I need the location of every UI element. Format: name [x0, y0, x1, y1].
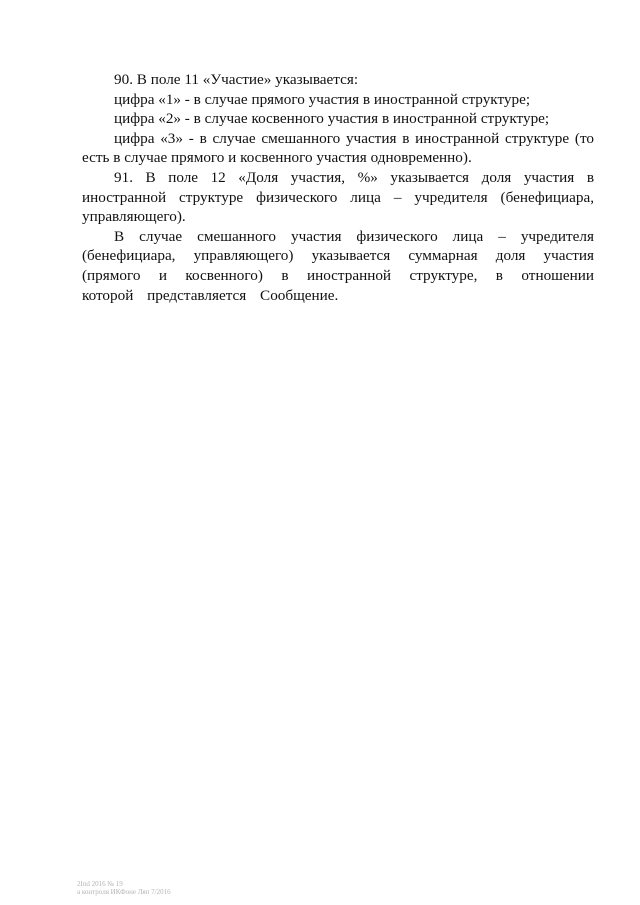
paragraph-mixed-participation: В случае смешанного участия физического лица – учредителя (бенефициара, управляющего) указывается суммарная доля участия (прямого и косвенного) в иностранной структуре, в отношении которой представляется Сообщение. [82, 227, 594, 304]
footer-stamp [77, 880, 237, 896]
document-body [82, 70, 594, 305]
paragraph-digit-2: цифра «2» - в случае косвенного участия в иностранной структуре; [114, 110, 550, 128]
paragraph-digit-3: цифра «3» - в случае смешанного участия в иностранной структуре (то есть в случае прямого и косвенного участия одновременно). [82, 129, 594, 167]
paragraph-90: 90. В поле 11 «Участие» указывается: [114, 71, 359, 88]
footer-stamp-line-1: 2Ind 2016 № 19 [77, 880, 123, 888]
paragraph-digit-1: цифра «1» - в случае прямого участия в иностранной структуре; [114, 90, 531, 108]
footer-stamp-line-2: а контроля ИКФоне Ляп 7/2016 [77, 888, 171, 896]
paragraph-91: 91. В поле 12 «Доля участия, %» указывается доля участия в иностранной структуре физического лица – учредителя (бенефициара, управляющего). [82, 168, 594, 226]
